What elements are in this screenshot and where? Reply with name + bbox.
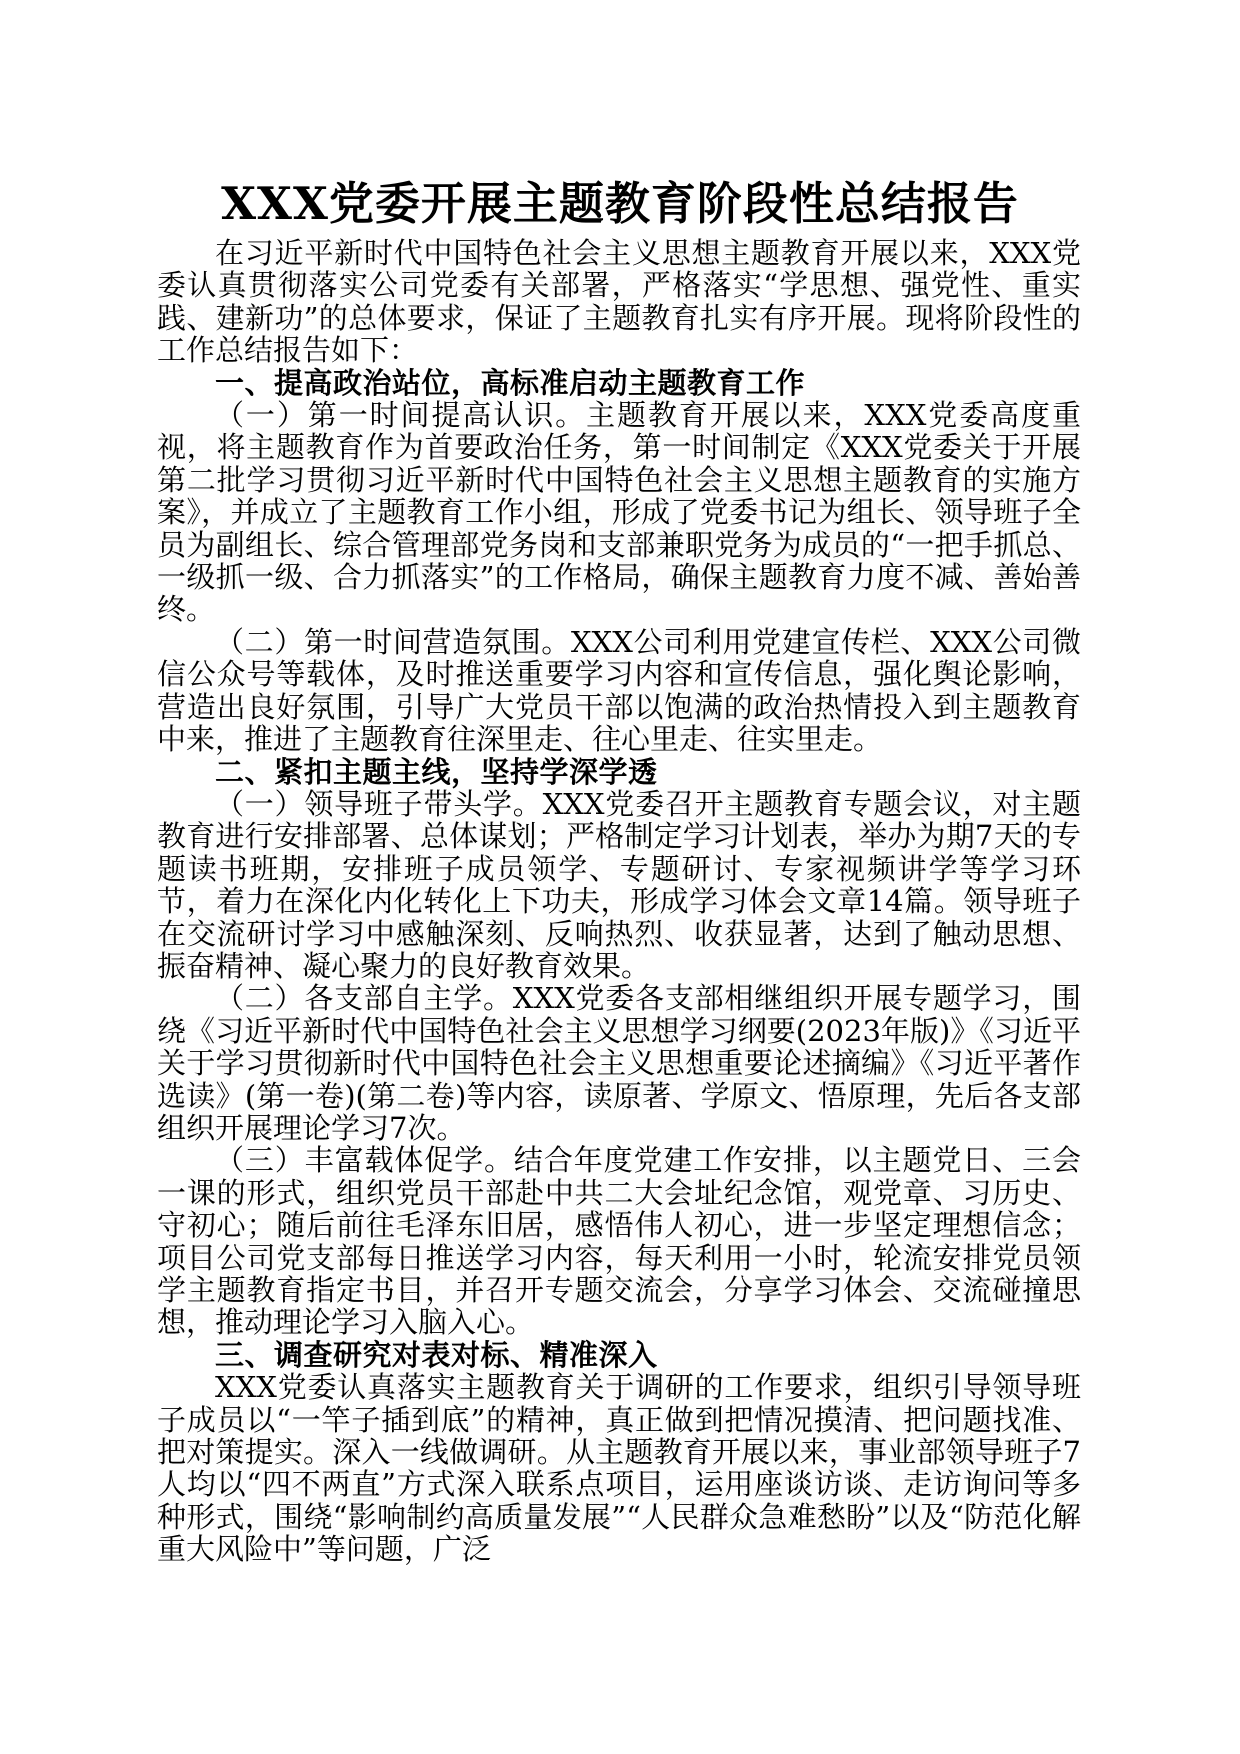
section-2-paragraph-3: （三）丰富载体促学。结合年度党建工作安排，以主题党日、三会一课的形式，组织党员干部赴中共二大会址纪念馆，观党章、习历史、守初心；随后前往毛泽东旧居，感悟伟人初心，进一步坚定理想信念；项目公司党支部每日推送学习内容，每天利用一小时，轮流安排党员领学主题教育指定书目，并召开专题交流会，分享学习体会、交流碰撞思想，推动理论学习入脑入心。 (157, 1143, 1081, 1340)
section-heading-1: 一、提高政治站位，高标准启动主题教育工作 (215, 365, 806, 400)
document-body (157, 237, 1081, 1566)
section-3-paragraph-1: XXX党委认真落实主题教育关于调研的工作要求，组织引导领导班子成员以“一竿子插到底”的精神，真正做到把情况摸清、把问题找准、把对策提实。深入一线做调研。从主题教育开展以来，事业部领导班子7人均以“四不两直”方式深入联系点项目，运用座谈访谈、走访询问等多种形式，围绕“影响制约高质量发展”“人民群众急难愁盼”以及“防范化解重大风险中”等问题，广泛 (157, 1370, 1081, 1567)
intro-paragraph: 在习近平新时代中国特色社会主义思想主题教育开展以来，XXX党委认真贯彻落实公司党委有关部署，严格落实“学思想、强党性、重实践、建新功”的总体要求，保证了主题教育扎实有序开展。现将阶段性的工作总结报告如下： (157, 236, 1081, 368)
section-1-paragraph-2: （二）第一时间营造氛围。XXX公司利用党建宣传栏、XXX公司微信公众号等载体，及时推送重要学习内容和宣传信息，强化舆论影响，营造出良好氛围，引导广大党员干部以饱满的政治热情投入到主题教育中来，推进了主题教育往深里走、往心里走、往实里走。 (157, 624, 1081, 757)
section-heading-3: 三、调查研究对表对标、精准深入 (215, 1337, 658, 1372)
section-heading-2: 二、紧扣主题主线，坚持学深学透 (215, 754, 658, 789)
section-1-paragraph-1: （一）第一时间提高认识。主题教育开展以来，XXX党委高度重视，将主题教育作为首要政治任务，第一时间制定《XXX党委关于开展第二批学习贯彻习近平新时代中国特色社会主义思想主题教育的实施方案》，并成立了主题教育工作小组，形成了党委书记为组长、领导班子全员为副组长、综合管理部党务岗和支部兼职党务为成员的“一把手抓总、一级抓一级、合力抓落实”的工作格局，确保主题教育力度不减、善始善终。 (157, 398, 1081, 627)
section-2-paragraph-1: （一）领导班子带头学。XXX党委召开主题教育专题会议，对主题教育进行安排部署、总体谋划；严格制定学习计划表，举办为期7天的专题读书班期，安排班子成员领学、专题研讨、专家视频讲学等学习环节，着力在深化内化转化上下功夫，形成学习体会文章14篇。领导班子在交流研讨学习中感触深刻、反响热烈、收获显著，达到了触动思想、振奋精神、凝心聚力的良好教育效果。 (157, 786, 1081, 983)
section-2-paragraph-2: （二）各支部自主学。XXX党委各支部相继组织开展专题学习，围绕《习近平新时代中国特色社会主义思想学习纲要(2023年版)》《习近平关于学习贯彻新时代中国特色社会主义思想重要论述摘编》《习近平著作选读》(第一卷)(第二卷)等内容，读原著、学原文、悟原理，先后各支部组织开展理论学习7次。 (157, 981, 1081, 1145)
document-title: XXX党委开展主题教育阶段性总结报告 (221, 177, 1019, 230)
